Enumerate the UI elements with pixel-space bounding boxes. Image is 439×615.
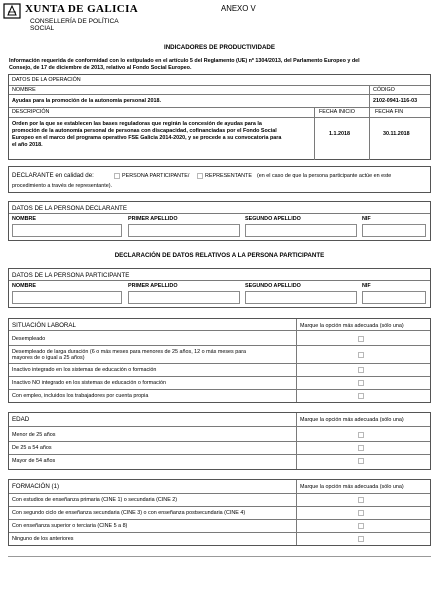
- section-title: DECLARACIÓN DE DATOS RELATIVOS A LA PERSONA PARTICIPANTE: [114, 252, 325, 259]
- participant-title: DATOS DE LA PERSONA PARTICIPANTE: [12, 272, 130, 279]
- end-date: 30.11.2018: [383, 131, 410, 137]
- age-table: [8, 412, 431, 470]
- declarant-title: DATOS DE LA PERSONA DECLARANTE: [12, 205, 127, 212]
- description-line-1: Orden por la que se establecen las bases reguladoras que regirán la concesión de ayudas para la: [12, 121, 262, 127]
- participant-apellido2-label: SEGUNDO APELLIDO: [245, 283, 301, 289]
- logo-subtitle-1: CONSELLERÍA DE POLÍTICA: [30, 18, 119, 25]
- fecha-fin-header: FECHA FIN: [375, 109, 404, 115]
- labor-table: [8, 318, 431, 403]
- training-checkbox-4[interactable]: [358, 536, 364, 542]
- description-line-3: Europeo en el marco del programa operativo FSE Galicia 2014-2020, y se procede a su convocatoria para: [12, 135, 282, 141]
- description-line-4: el año 2018.: [12, 142, 43, 148]
- age-option-1: Menor de 25 años: [12, 432, 56, 438]
- descripcion-header: DESCRIPCIÓN: [12, 109, 50, 115]
- labor-option-3: Inactivo integrado en los sistemas de educación o formación: [12, 367, 157, 373]
- participant-data-box: [8, 268, 431, 308]
- labor-title: SITUACIÓN LABORAL: [12, 322, 76, 329]
- declarant-apellido1-input[interactable]: [128, 224, 240, 237]
- training-checkbox-2[interactable]: [358, 510, 364, 516]
- xunta-emblem-icon: [3, 3, 21, 19]
- labor-checkbox-1[interactable]: [358, 336, 364, 342]
- labor-checkbox-3[interactable]: [358, 367, 364, 373]
- declarant-note-2: procedimiento a través de representante).: [12, 183, 113, 189]
- operation-code: 2102-0941-116-03: [373, 98, 418, 104]
- age-option-3: Mayor de 54 años: [12, 458, 56, 464]
- logo-title: XUNTA DE GALICIA: [25, 3, 139, 15]
- participant-nif-input[interactable]: [362, 291, 426, 304]
- declarant-nombre-label: NOMBRE: [12, 216, 36, 222]
- labor-option-1: Desempleado: [12, 336, 46, 342]
- age-checkbox-1[interactable]: [358, 432, 364, 438]
- declarant-prefix: DECLARANTE en calidad de:: [12, 172, 94, 179]
- participant-apellido2-input[interactable]: [245, 291, 357, 304]
- training-checkbox-3[interactable]: [358, 523, 364, 529]
- description-line-2: promoción de la autonomía personal de personas con discapacidad, cofinanciadas por el Fondo Social: [12, 128, 277, 134]
- operation-table: [8, 74, 431, 160]
- declarant-apellido1-label: PRIMER APELLIDO: [128, 216, 178, 222]
- declarant-type-box: [8, 166, 431, 193]
- representative-checkbox[interactable]: [197, 173, 203, 179]
- participant-option-label: PERSONA PARTICIPANTE/: [122, 173, 190, 179]
- training-option-2: Con segundo ciclo de enseñanza secundaria (CINE 3) o con enseñanza postsecundaria (CINE 4): [12, 510, 246, 516]
- labor-checkbox-2[interactable]: [358, 352, 364, 358]
- participant-nombre-label: NOMBRE: [12, 283, 36, 289]
- declarant-nif-input[interactable]: [362, 224, 426, 237]
- participant-checkbox[interactable]: [114, 173, 120, 179]
- labor-mark-header: Marque la opción más adecuada (sólo una): [300, 323, 404, 329]
- declarant-note: (en el caso de que la persona participante actúe en este: [257, 173, 392, 179]
- labor-option-5: Con empleo, incluidos los trabajadores por cuenta propia: [12, 393, 149, 399]
- training-mark-header: Marque la opción más adecuada (sólo una): [300, 484, 404, 490]
- training-option-1: Con estudios de enseñanza primaria (CINE 1) o secundaria (CINE 2): [12, 497, 178, 503]
- training-option-4: Ninguno de los anteriores: [12, 536, 74, 542]
- logo: [3, 3, 139, 37]
- age-checkbox-3[interactable]: [358, 458, 364, 464]
- age-option-2: De 25 a 54 años: [12, 445, 52, 451]
- labor-option-2-line-2: mayores de o igual a 25 años): [12, 355, 85, 361]
- declarant-apellido2-input[interactable]: [245, 224, 357, 237]
- representative-option-label: REPRESENTANTE: [205, 173, 252, 179]
- age-title: EDAD: [12, 416, 30, 423]
- participant-nif-label: NIF: [362, 283, 371, 289]
- operation-name: Ayudas para la promoción de la autonomía personal 2018.: [12, 98, 161, 104]
- training-checkbox-1[interactable]: [358, 497, 364, 503]
- participant-apellido1-label: PRIMER APELLIDO: [128, 283, 178, 289]
- age-mark-header: Marque la opción más adecuada (sólo una): [300, 417, 404, 423]
- declarant-data-box: [8, 201, 431, 241]
- participant-apellido1-input[interactable]: [128, 291, 240, 304]
- declarant-nif-label: NIF: [362, 216, 371, 222]
- logo-subtitle-2: SOCIAL: [30, 25, 55, 32]
- codigo-header: CÓDIGO: [373, 87, 395, 93]
- declarant-nombre-input[interactable]: [12, 224, 122, 237]
- labor-checkbox-5[interactable]: [358, 393, 364, 399]
- training-table: [8, 479, 431, 546]
- start-date: 1.1.2018: [329, 131, 350, 137]
- training-title: FORMACIÓN (1): [12, 483, 60, 490]
- declarant-apellido2-label: SEGUNDO APELLIDO: [245, 216, 301, 222]
- operation-title: DATOS DE LA OPERACIÓN: [12, 77, 81, 83]
- labor-option-4: Inactivo NO integrado en los sistemas de educación o formación: [12, 380, 167, 386]
- nombre-header: NOMBRE: [12, 87, 36, 93]
- age-checkbox-2[interactable]: [358, 445, 364, 451]
- intro-line-2: Consejo, de 17 de diciembre de 2013, relativo al Fondo Social Europeo.: [9, 65, 192, 71]
- training-option-3: Con enseñanza superior o terciaria (CINE 5 a 8): [12, 523, 128, 529]
- intro-line-1: Información requerida de conformidad con lo estipulado en el artículo 5 del Reglamento (UE) nº 1304/2013, del Parlamento Europeo y del: [9, 58, 360, 64]
- document-title: INDICADORES DE PRODUCTIVIDADE: [163, 44, 276, 51]
- next-section-edge: [8, 556, 431, 559]
- labor-checkbox-4[interactable]: [358, 380, 364, 386]
- labor-option-2-line-1: Desempleado de larga duración (6 o más meses para menores de 25 años, 12 o más meses para: [12, 349, 247, 355]
- annex-label: ANEXO V: [221, 4, 256, 13]
- fecha-inicio-header: FECHA INICIO: [319, 109, 355, 115]
- participant-nombre-input[interactable]: [12, 291, 122, 304]
